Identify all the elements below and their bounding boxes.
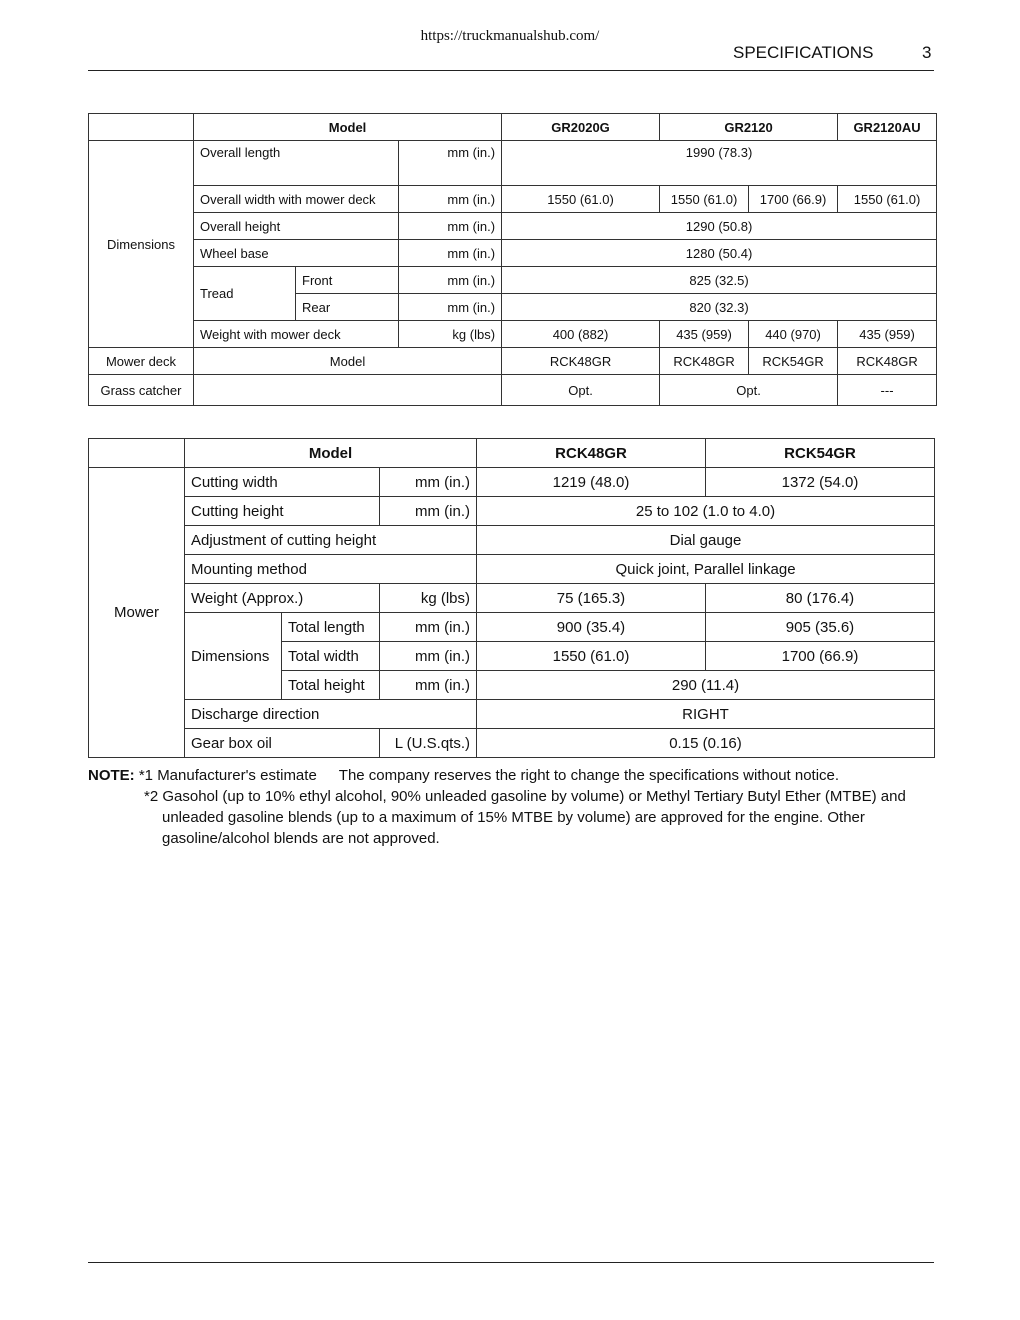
spec-unit: mm (in.) bbox=[380, 671, 477, 700]
spec-unit: mm (in.) bbox=[399, 213, 502, 240]
spec-label: Discharge direction bbox=[185, 700, 477, 729]
spec-value: 400 (882) bbox=[502, 321, 660, 348]
table-row bbox=[89, 613, 935, 642]
empty-cell bbox=[89, 114, 194, 141]
empty-cell bbox=[194, 375, 502, 406]
spec-value: 1550 (61.0) bbox=[660, 186, 749, 213]
spec-unit: mm (in.) bbox=[399, 267, 502, 294]
spec-label: Cutting height bbox=[185, 497, 380, 526]
group-label: Dimensions bbox=[89, 141, 194, 348]
table-row bbox=[89, 497, 935, 526]
note-2-cont: gasoline/alcohol blends are not approved. bbox=[162, 830, 440, 847]
table-row bbox=[89, 468, 935, 497]
spec-unit: mm (in.) bbox=[399, 240, 502, 267]
model-header: Model bbox=[194, 114, 502, 141]
spec-value: 290 (11.4) bbox=[477, 671, 935, 700]
page-number: 3 bbox=[922, 43, 932, 62]
empty-cell bbox=[89, 439, 185, 468]
spec-value: --- bbox=[838, 375, 937, 406]
table-row bbox=[89, 584, 935, 613]
spec-label: Overall height bbox=[194, 213, 399, 240]
spec-value: 1290 (50.8) bbox=[502, 213, 937, 240]
table-row bbox=[89, 526, 935, 555]
spec-value: 440 (970) bbox=[749, 321, 838, 348]
column-header: GR2120 bbox=[660, 114, 838, 141]
spec-unit: mm (in.) bbox=[380, 642, 477, 671]
section-title: SPECIFICATIONS bbox=[733, 43, 874, 62]
note-line bbox=[88, 765, 948, 786]
spec-value: 825 (32.5) bbox=[502, 267, 937, 294]
notes-section bbox=[88, 765, 948, 849]
note-1-extra: The company reserves the right to change the specifications without notice. bbox=[338, 767, 840, 784]
spec-value: RCK48GR bbox=[502, 348, 660, 375]
spec-label: Overall width with mower deck bbox=[194, 186, 399, 213]
table-row bbox=[89, 267, 937, 294]
spec-value: 1700 (66.9) bbox=[749, 186, 838, 213]
spec-label: Dimensions bbox=[185, 613, 282, 700]
table-row bbox=[89, 700, 935, 729]
column-header: RCK48GR bbox=[477, 439, 706, 468]
spec-value: 1280 (50.4) bbox=[502, 240, 937, 267]
spec-value: RCK54GR bbox=[749, 348, 838, 375]
spec-label: Gear box oil bbox=[185, 729, 380, 758]
spec-value: 435 (959) bbox=[838, 321, 937, 348]
spec-value: 1990 (78.3) bbox=[502, 141, 937, 186]
spec-value: 1550 (61.0) bbox=[477, 642, 706, 671]
table-row bbox=[89, 213, 937, 240]
note-1: *1 Manufacturer's estimate bbox=[138, 767, 317, 784]
spec-value: 25 to 102 (1.0 to 4.0) bbox=[477, 497, 935, 526]
spec-label: Tread bbox=[194, 267, 296, 321]
spec-value: RCK48GR bbox=[660, 348, 749, 375]
spec-label: Weight (Approx.) bbox=[185, 584, 380, 613]
spec-value: 435 (959) bbox=[660, 321, 749, 348]
spec-label: Cutting width bbox=[185, 468, 380, 497]
spec-label: Mounting method bbox=[185, 555, 477, 584]
spec-sublabel: Total width bbox=[282, 642, 380, 671]
spec-label: Weight with mower deck bbox=[194, 321, 399, 348]
note-2-cont: unleaded gasoline blends (up to a maximum of 15% MTBE by volume) are approved for the engine. Other bbox=[162, 809, 865, 826]
table-row bbox=[89, 439, 935, 468]
spec-unit: mm (in.) bbox=[399, 186, 502, 213]
table-row bbox=[89, 141, 937, 186]
spec-value: 1550 (61.0) bbox=[838, 186, 937, 213]
spec-sublabel: Total height bbox=[282, 671, 380, 700]
spec-sublabel: Rear bbox=[296, 294, 399, 321]
group-label: Grass catcher bbox=[89, 375, 194, 406]
table-row bbox=[89, 240, 937, 267]
spec-unit: mm (in.) bbox=[399, 294, 502, 321]
model-header: Model bbox=[185, 439, 477, 468]
source-url: https://truckmanualshub.com/ bbox=[420, 28, 600, 44]
table-row bbox=[89, 555, 935, 584]
spec-label: Model bbox=[194, 348, 502, 375]
spec-sublabel: Total length bbox=[282, 613, 380, 642]
spec-value: 1219 (48.0) bbox=[477, 468, 706, 497]
column-header: GR2120AU bbox=[838, 114, 937, 141]
spec-value: 820 (32.3) bbox=[502, 294, 937, 321]
note-2: *2 Gasohol (up to 10% ethyl alcohol, 90% unleaded gasoline by volume) or Methyl Tertiary Butyl Ether (MTBE) and bbox=[144, 788, 906, 805]
spec-label: Wheel base bbox=[194, 240, 399, 267]
spec-sublabel: Front bbox=[296, 267, 399, 294]
spec-value: 900 (35.4) bbox=[477, 613, 706, 642]
mower-spec-table bbox=[88, 438, 935, 758]
table-row bbox=[89, 186, 937, 213]
spec-value: RCK48GR bbox=[838, 348, 937, 375]
spec-value: RIGHT bbox=[477, 700, 935, 729]
spec-value: 1550 (61.0) bbox=[502, 186, 660, 213]
column-header: RCK54GR bbox=[706, 439, 935, 468]
group-label: Mower bbox=[89, 468, 185, 758]
table-row bbox=[89, 114, 937, 141]
table-row bbox=[89, 729, 935, 758]
spec-value: Quick joint, Parallel linkage bbox=[477, 555, 935, 584]
spec-value: 0.15 (0.16) bbox=[477, 729, 935, 758]
spec-value: Dial gauge bbox=[477, 526, 935, 555]
group-label: Mower deck bbox=[89, 348, 194, 375]
table-row bbox=[89, 321, 937, 348]
spec-value: Opt. bbox=[502, 375, 660, 406]
spec-unit: kg (lbs) bbox=[399, 321, 502, 348]
spec-label: Overall length bbox=[194, 141, 399, 186]
spec-value: 1372 (54.0) bbox=[706, 468, 935, 497]
spec-value: 1700 (66.9) bbox=[706, 642, 935, 671]
table-row bbox=[89, 348, 937, 375]
spec-value: 80 (176.4) bbox=[706, 584, 935, 613]
spec-unit: mm (in.) bbox=[380, 613, 477, 642]
tractor-spec-table bbox=[88, 113, 937, 406]
spec-value: 75 (165.3) bbox=[477, 584, 706, 613]
spec-unit: mm (in.) bbox=[380, 497, 477, 526]
column-header: GR2020G bbox=[502, 114, 660, 141]
spec-unit: mm (in.) bbox=[380, 468, 477, 497]
spec-unit: mm (in.) bbox=[399, 141, 502, 186]
spec-value: Opt. bbox=[660, 375, 838, 406]
footer-rule bbox=[88, 1262, 934, 1263]
spec-label: Adjustment of cutting height bbox=[185, 526, 477, 555]
spec-unit: L (U.S.qts.) bbox=[380, 729, 477, 758]
header-rule bbox=[88, 70, 934, 71]
table-row bbox=[89, 375, 937, 406]
spec-unit: kg (lbs) bbox=[380, 584, 477, 613]
note-label: NOTE: bbox=[88, 767, 135, 784]
spec-value: 905 (35.6) bbox=[706, 613, 935, 642]
